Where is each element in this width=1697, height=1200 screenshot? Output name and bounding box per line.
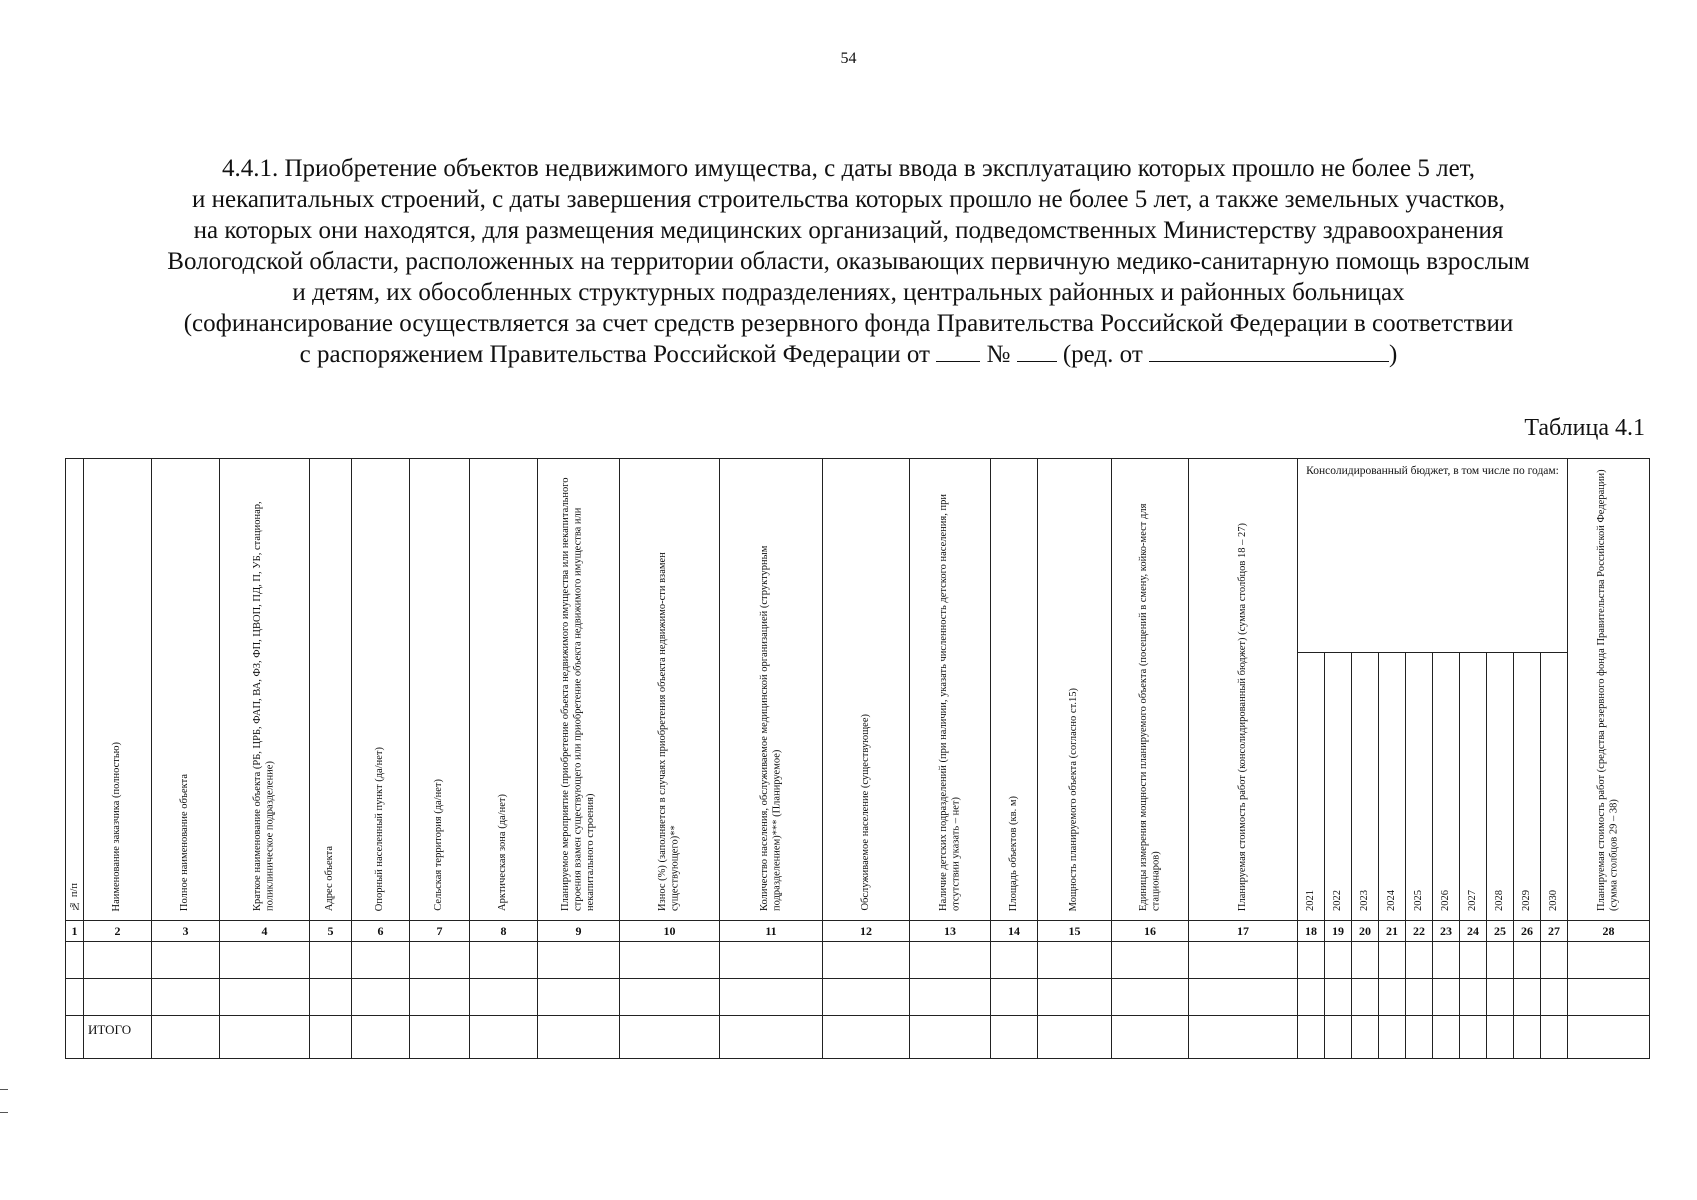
- column-number-cell: 21: [1379, 921, 1406, 942]
- heading-line: на которых они находятся, для размещения медицинских организаций, подведомственных Министерству здравоохранения: [193, 217, 1504, 244]
- header-arctic-zone: Арктическая зона (да/нет): [470, 459, 538, 921]
- column-number-cell: 17: [1189, 921, 1298, 942]
- total-label: ИТОГО: [84, 1016, 152, 1059]
- closing-paren: ): [1389, 341, 1398, 368]
- column-number-cell: 28: [1568, 921, 1650, 942]
- data-table: [65, 458, 1650, 1059]
- header-population-planned: Количество населения, обслуживаемое медицинской организацией (структурным подразделением)*** (Планируемое): [720, 459, 823, 921]
- column-number-cell: 5: [310, 921, 352, 942]
- header-year: 2030: [1541, 653, 1568, 921]
- column-number-cell: 8: [470, 921, 538, 942]
- table-row: [66, 942, 1650, 979]
- column-number-cell: 14: [991, 921, 1038, 942]
- header-year: 2029: [1514, 653, 1541, 921]
- edition-text: (ред. от: [1062, 341, 1143, 368]
- scan-edge-mark: [0, 1112, 8, 1113]
- column-number-cell: 13: [910, 921, 991, 942]
- column-number-cell: 3: [152, 921, 220, 942]
- column-number-cell: 16: [1112, 921, 1189, 942]
- table-container: [65, 458, 1648, 1059]
- column-number-cell: 1: [66, 921, 84, 942]
- header-year: 2026: [1433, 653, 1460, 921]
- column-number-cell: 24: [1460, 921, 1487, 942]
- header-object-short-name: Краткое наименование объекта (РБ, ЦРБ, ФАП, ВА, ФЗ, ФП, ЦВОП, ПД, П, УБ, стационар, поликлиническое подразделение): [220, 459, 310, 921]
- header-planned-cost-reserve-fund: Планируемая стоимость работ (средства резервного фонда Правительства Российской Федерации) (сумма столбцов 29 – 38): [1568, 459, 1650, 921]
- decree-number-blank: [1017, 339, 1057, 362]
- column-number-cell: 23: [1433, 921, 1460, 942]
- column-number-cell: 15: [1038, 921, 1112, 942]
- section-heading: [60, 153, 1637, 370]
- header-area: Площадь объектов (кв. м): [991, 459, 1038, 921]
- header-year: 2023: [1352, 653, 1379, 921]
- column-number-cell: 19: [1325, 921, 1352, 942]
- header-customer-name: Наименование заказчика (полностью): [84, 459, 152, 921]
- column-number-cell: 22: [1406, 921, 1433, 942]
- header-year: 2021: [1298, 653, 1325, 921]
- number-sign: №: [986, 341, 1011, 368]
- column-number-cell: 9: [538, 921, 620, 942]
- header-base-settlement: Опорный населенный пункт (да/нет): [352, 459, 410, 921]
- decree-date-blank: [936, 339, 980, 362]
- header-year: 2025: [1406, 653, 1433, 921]
- header-planned-measure: Планируемое мероприятие (приобретение объекта недвижимого имущества или некапитального строения взамен существующего или приобретение объекта недвижимого имущества или некапитального строения): [538, 459, 620, 921]
- header-year: 2024: [1379, 653, 1406, 921]
- header-consolidated-budget: Консолидированный бюджет, в том числе по годам:: [1298, 459, 1568, 653]
- column-number-cell: 26: [1514, 921, 1541, 942]
- header-population-existing: Обслуживаемое население (существующее): [823, 459, 910, 921]
- column-number-cell: 12: [823, 921, 910, 942]
- heading-line: Вологодской области, расположенных на территории области, оказывающих первичную медико-санитарную помощь взрослым: [167, 248, 1530, 275]
- column-number-cell: 18: [1298, 921, 1325, 942]
- header-capacity: Мощность планируемого объекта (согласно ст.15): [1038, 459, 1112, 921]
- header-capacity-units: Единицы измерения мощности планируемого объекта (посещений в смену, койко-мест для стационаров): [1112, 459, 1189, 921]
- heading-line: и некапитальных строений, с даты завершения строительства которых прошло не более 5 лет, а также земельных участков,: [192, 186, 1505, 213]
- header-year: 2022: [1325, 653, 1352, 921]
- total-row: [66, 1016, 1650, 1059]
- heading-line: (софинансирование осуществляется за счет средств резервного фонда Правительства Российской Федерации в соответствии: [183, 310, 1514, 337]
- table-caption: Таблица 4.1: [1524, 415, 1645, 441]
- edition-date-blank: [1149, 339, 1389, 362]
- header-year: 2027: [1460, 653, 1487, 921]
- heading-line: 4.4.1. Приобретение объектов недвижимого имущества, с даты ввода в эксплуатацию которых прошло не более 5 лет,: [222, 155, 1475, 182]
- column-number-cell: 11: [720, 921, 823, 942]
- header-planned-cost-consolidated: Планируемая стоимость работ (консолидированный бюджет) (сумма столбцов 18 – 27): [1189, 459, 1298, 921]
- heading-last-line: [60, 339, 1637, 370]
- heading-decree-text: с распоряжением Правительства Российской Федерации от: [299, 341, 930, 368]
- page-number: 54: [840, 50, 857, 67]
- scan-edge-mark: [0, 1089, 8, 1090]
- column-number-cell: 2: [84, 921, 152, 942]
- column-number-cell: 10: [620, 921, 720, 942]
- header-children-units: Наличие детских подразделений (при наличии, указать численность детского населения, при отсутствии указать – нет): [910, 459, 991, 921]
- header-object-address: Адрес объекта: [310, 459, 352, 921]
- header-depreciation: Износ (%) (заполняется в случаях приобретения объекта недвижимо-сти взамен существующего)**: [620, 459, 720, 921]
- header-row-number: № п/п: [66, 459, 84, 921]
- column-number-cell: 20: [1352, 921, 1379, 942]
- column-number-cell: 7: [410, 921, 470, 942]
- header-year: 2028: [1487, 653, 1514, 921]
- heading-line: и детям, их обособленных структурных подразделениях, центральных районных и районных больницах: [292, 279, 1405, 306]
- column-number-cell: 6: [352, 921, 410, 942]
- header-object-full-name: Полное наименование объекта: [152, 459, 220, 921]
- column-number-row: [66, 921, 1650, 942]
- table-row: [66, 979, 1650, 1016]
- column-number-cell: 4: [220, 921, 310, 942]
- column-number-cell: 25: [1487, 921, 1514, 942]
- column-number-cell: 27: [1541, 921, 1568, 942]
- header-rural-territory: Сельская территория (да/нет): [410, 459, 470, 921]
